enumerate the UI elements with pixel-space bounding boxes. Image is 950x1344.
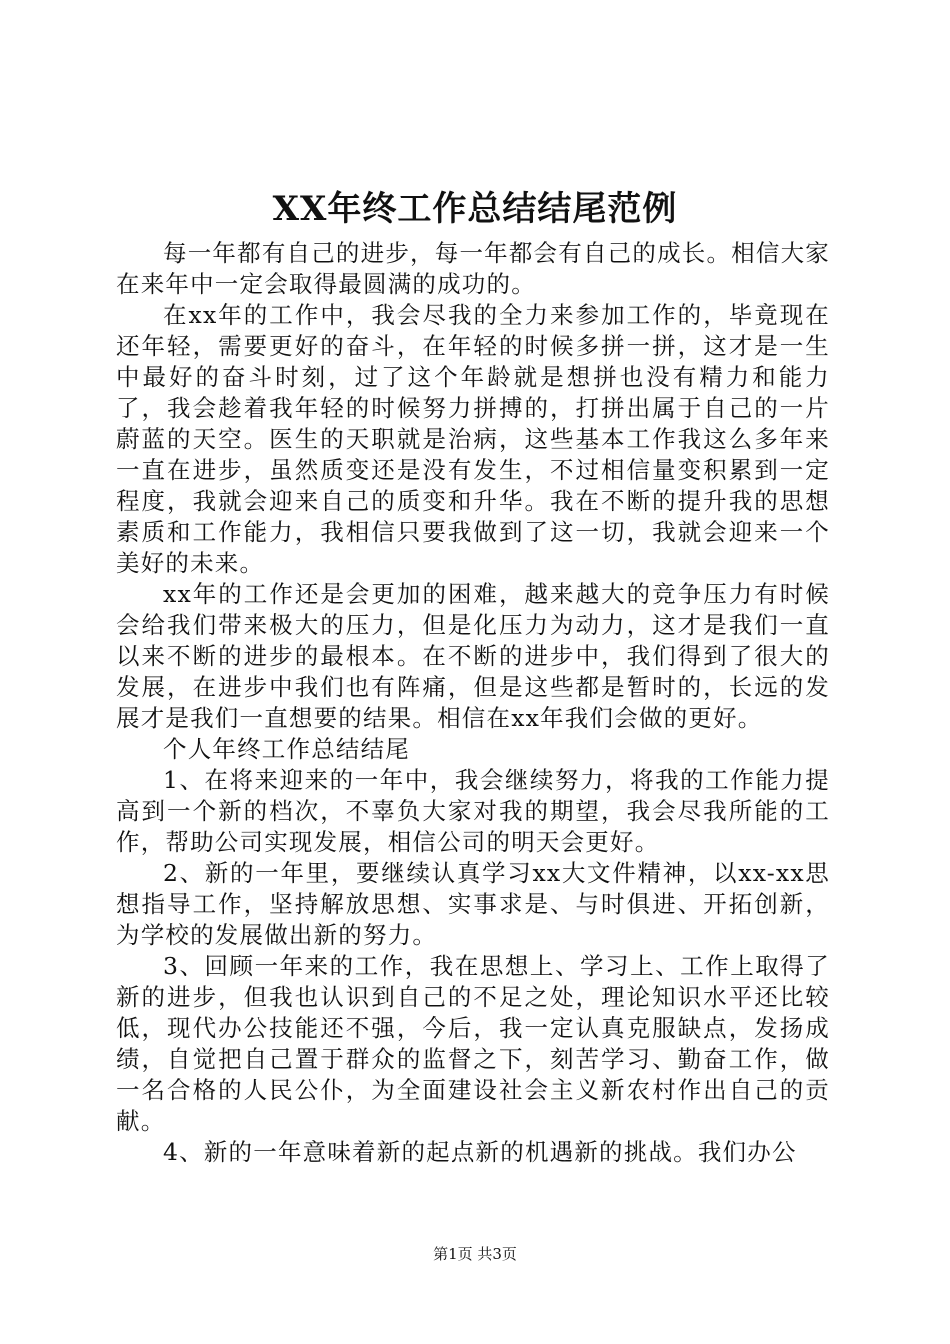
- page-number-footer: 第1页 共3页: [433, 1245, 517, 1263]
- section-heading: 个人年终工作总结结尾: [163, 735, 410, 763]
- paragraph-3: xx年的工作还是会更加的困难，越来越大的竞争压力有时候会给我们带来极大的压力，但是化压力为动力，这才是我们一直以来不断的进步的最根本。在不断的进步中，我们得到了很大的发展，在进步中我们也有阵痛，但是这些都是暂时的，长远的发展才是我们一直想要的结果。相信在xx年我们会做的更好。: [116, 580, 830, 732]
- document-body: [116, 238, 830, 1168]
- paragraph-1: 每一年都有自己的进步，每一年都会有自己的成长。相信大家在来年中一定会取得最圆满的成功的。: [116, 239, 830, 298]
- list-item-2: 2、新的一年里，要继续认真学习xx大文件精神，以xx-xx思想指导工作，坚持解放思想、实事求是、与时俱进、开拓创新，为学校的发展做出新的努力。: [116, 859, 830, 949]
- list-item-4: 4、新的一年意味着新的起点新的机遇新的挑战。我们办公: [163, 1138, 797, 1166]
- list-item-3: 3、回顾一年来的工作，我在思想上、学习上、工作上取得了新的进步，但我也认识到自己的不足之处，理论知识水平还比较低，现代办公技能还不强，今后，我一定认真克服缺点，发扬成绩，自觉把自己置于群众的监督之下，刻苦学习、勤奋工作，做一名合格的人民公仆，为全面建设社会主义新农村作出自己的贡献。: [116, 952, 830, 1135]
- document-title: XX年终工作总结结尾范例: [272, 189, 678, 229]
- paragraph-2: 在xx年的工作中，我会尽我的全力来参加工作的，毕竟现在还年轻，需要更好的奋斗，在年轻的时候多拼一拼，这才是一生中最好的奋斗时刻，过了这个年龄就是想拼也没有精力和能力了，我会趁着我年轻的时候努力拼搏的，打拼出属于自己的一片蔚蓝的天空。医生的天职就是治病，这些基本工作我这么多年来一直在进步，虽然质变还是没有发生，不过相信量变积累到一定程度，我就会迎来自己的质变和升华。我在不断的提升我的思想素质和工作能力，我相信只要我做到了这一切，我就会迎来一个美好的未来。: [116, 301, 830, 577]
- list-item-1: 1、在将来迎来的一年中，我会继续努力，将我的工作能力提高到一个新的档次，不辜负大家对我的期望，我会尽我所能的工作，帮助公司实现发展，相信公司的明天会更好。: [116, 766, 830, 856]
